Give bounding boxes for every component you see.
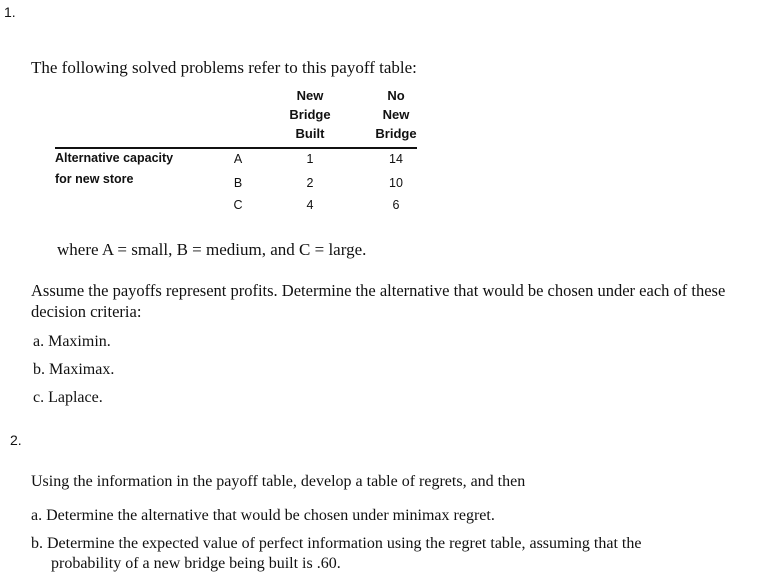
- problem-1-number: 1.: [4, 4, 16, 20]
- col-header-line: Bridge: [375, 126, 417, 141]
- criterion-item: c. Laplace.: [33, 389, 103, 406]
- where-definitions: where A = small, B = medium, and C = large.: [57, 240, 367, 259]
- payoff-cell: 6: [392, 198, 400, 212]
- payoff-cell: 14: [389, 152, 403, 166]
- payoff-cell: 2: [306, 176, 314, 190]
- col-header-line: No: [387, 88, 405, 103]
- col-header-no-new-bridge: [366, 86, 426, 143]
- col-header-line: New: [296, 88, 324, 103]
- col-header-line: Built: [295, 126, 325, 141]
- col-header-new-bridge-built: [282, 86, 338, 143]
- payoff-cell: 10: [389, 176, 403, 190]
- table-header-rule: [55, 147, 417, 149]
- problem-1-question: Assume the payoffs represent profits. Determine the alternative that would be chosen under each of these decision criteria:: [31, 281, 726, 321]
- problem-2-intro: Using the information in the payoff table, develop a table of regrets, and then: [31, 473, 526, 490]
- col-header-line: Bridge: [289, 107, 331, 122]
- problem-2-item-b-line-2: probability of a new bridge being built is .60.: [51, 555, 341, 572]
- criterion-item: b. Maximax.: [33, 361, 115, 378]
- problem-2-number: 2.: [10, 432, 22, 448]
- payoff-cell: 4: [306, 198, 314, 212]
- payoff-cell: 1: [306, 152, 314, 166]
- col-header-line: New: [382, 107, 410, 122]
- problem-2-item-a: a. Determine the alternative that would be chosen under minimax regret.: [31, 507, 495, 524]
- problem-2-item-b-line-1: b. Determine the expected value of perfect information using the regret table, assuming that the: [31, 535, 642, 552]
- row-label-line-2: for new store: [55, 172, 134, 186]
- alt-label-a: A: [233, 152, 243, 166]
- row-label-line-1: Alternative capacity: [55, 151, 174, 165]
- alt-label-c: C: [233, 198, 243, 212]
- criterion-item: a. Maximin.: [33, 333, 111, 350]
- problem-1-intro: The following solved problems refer to this payoff table:: [31, 58, 417, 77]
- alt-label-b: B: [233, 176, 243, 190]
